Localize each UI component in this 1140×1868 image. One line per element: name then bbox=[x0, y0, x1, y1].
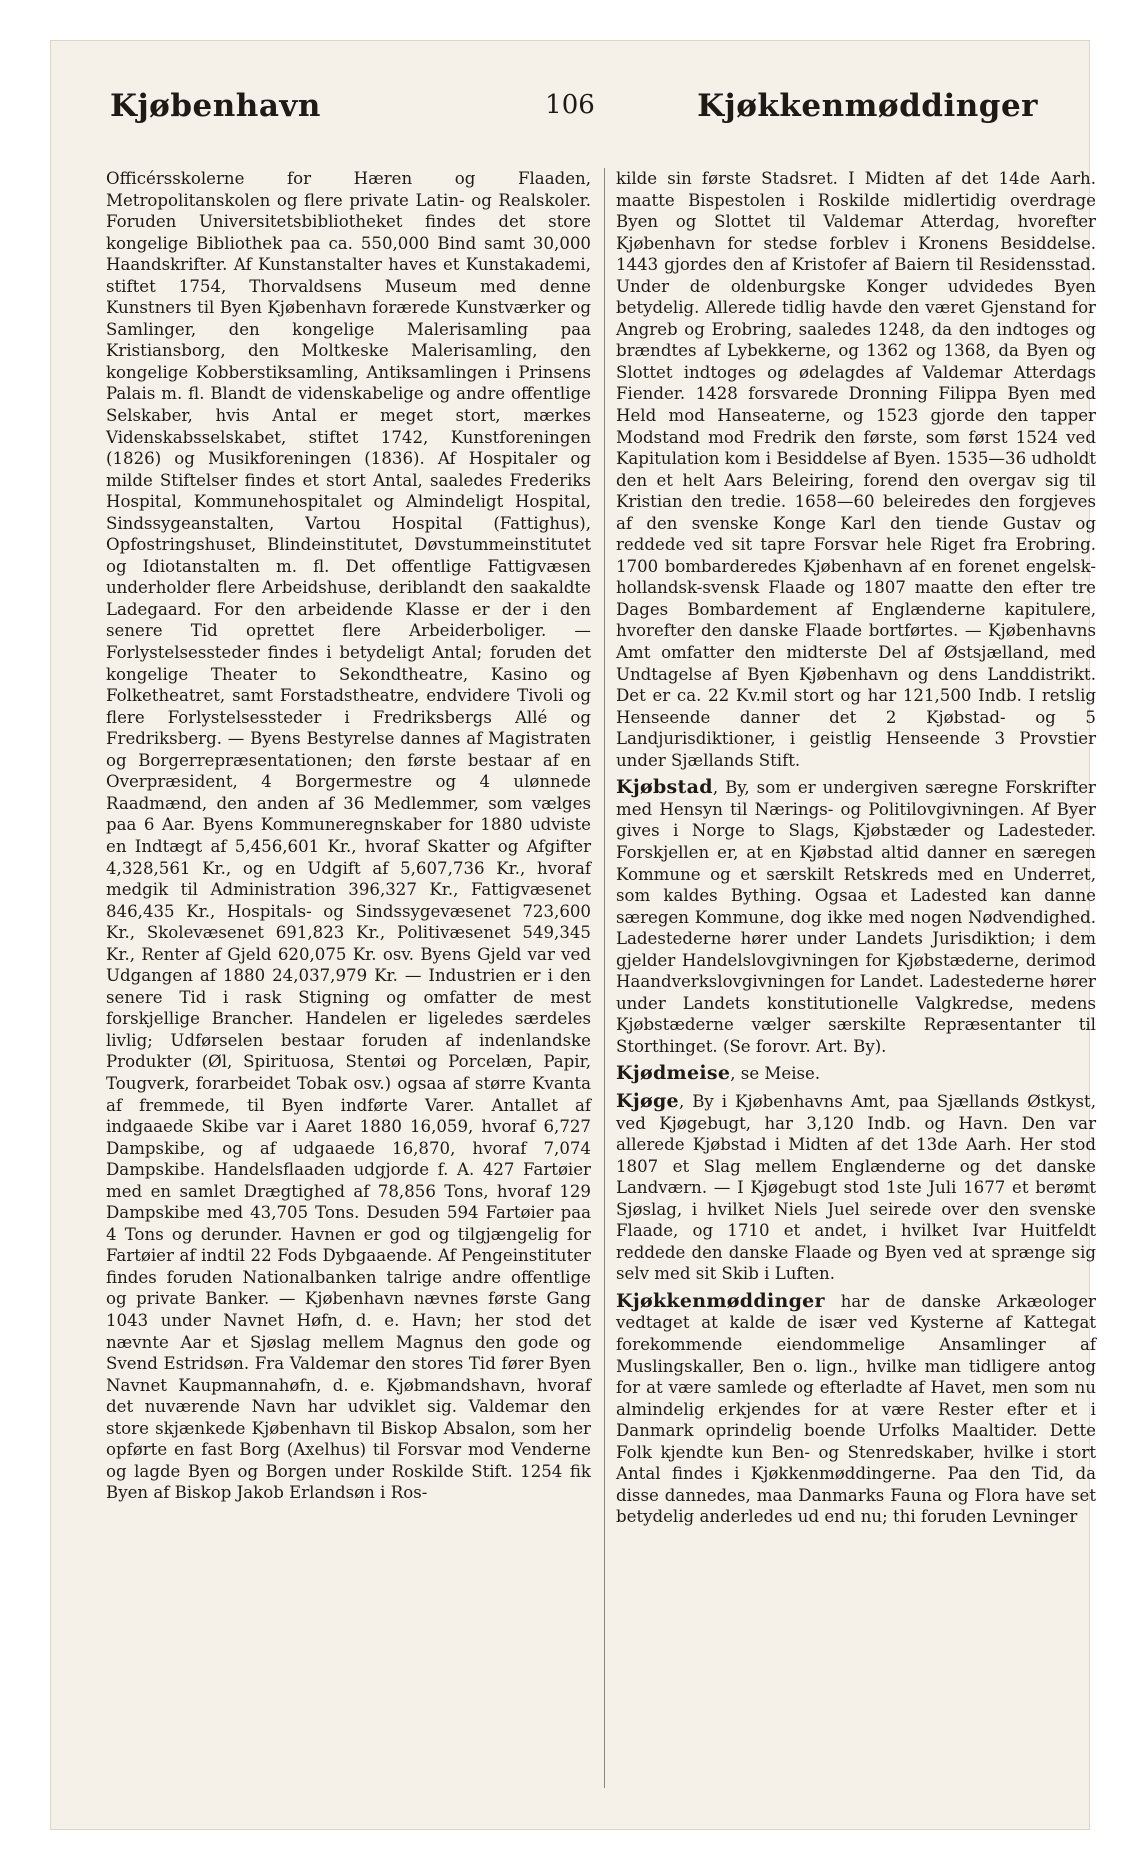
entry-lemma: Kjøge bbox=[616, 1089, 679, 1112]
right-column bbox=[616, 168, 1096, 1528]
entry-kjoge bbox=[616, 1091, 1096, 1285]
entry-text: , By, som er undergiven særegne Forskrifter med Hensyn til Nærings- og Politilovgivningen. Af Byer gives i Norge to Slags, Kjøbstæder og Ladesteder. Forskjellen er, at en Kjøbstad altid danner en særegen Kommune og et særskilt Retskreds med en Underret, som kaldes Bything. Ogsaa et Ladested kan danne særegen Kommune, dog ikke med nogen Nødvendighed. Ladestederne hører under Landets Jurisdiktion; i dem gjelder Handelslovgivningen for Kjøbstæderne, derimod Haandverkslovgivningen for Landet. Ladestederne hører under Landets konstitutionelle Valgkredse, medens Kjøbstæderne vælger særskilte Repræsentanter til Storthinget. (Se forovr. Art. By). bbox=[616, 778, 1096, 1056]
entry-lemma: Kjødmeise bbox=[616, 1062, 731, 1085]
book-page bbox=[50, 40, 1096, 1830]
entry-kjokkenmoddinger bbox=[616, 1291, 1096, 1528]
entry-text: , se Meise. bbox=[730, 1064, 821, 1084]
column-divider bbox=[604, 168, 605, 1788]
entry-lemma: Kjøbstad bbox=[616, 776, 713, 799]
running-header bbox=[50, 88, 1090, 148]
header-right-keyword: Kjøkkenmøddinger bbox=[697, 88, 1038, 124]
entry-kjobstad bbox=[616, 777, 1096, 1057]
entry-lemma: Kjøkkenmøddinger bbox=[616, 1289, 825, 1312]
kjobenhavn-article-text: Officérsskolerne for Hæren og Flaaden, Metropolitanskolen og flere private Latin- og Realskoler. Foruden Universitetsbibliotheket findes det store kongelige Bibliothek paa ca. 550,000 Bind samt 30,000 Haandskrifter. Af Kunstanstalter haves et Kunstakademi, stiftet 1754, Thorvaldsens Museum med denne Kunstners til Byen Kjøbenhavn forærede Kunstværker og Samlinger, den kongelige Malerisamling paa Kristiansborg, den Moltkeske Malerisamling, den kongelige Kobberstiksamling, Antiksamlingen i Prinsens Palais m. fl. Blandt de videnskabelige og andre offentlige Selskaber, hvis Antal er meget stort, mærkes Videnskabsselskabet, stiftet 1742, Kunstforeningen (1826) og Musikforeningen (1836). Af Hospitaler og milde Stiftelser findes et stort Antal, saaledes Frederiks Hospital, Kommunehospitalet og Almindeligt Hospital, Sindssygeanstalten, Vartou Hospital (Fattighus), Opfostringshuset, Blindeinstitutet, Døvstummeinstitutet og Idiotanstalten m. fl. Det offentlige Fattigvæsen underholder flere Arbeidshuse, deriblandt den saakaldte Ladegaard. For den arbeidende Klasse er der i den senere Tid oprettet flere Arbeiderboliger. — Forlystelsessteder findes i betydeligt Antal; foruden det kongelige Theater to Sekondtheatre, Kasino og Folketheatret, samt Forstadstheatre, endvidere Tivoli og flere Forlystelsessteder i Fredriksbergs Allé og Fredriksberg. — Byens Bestyrelse dannes af Magistraten og Borgerrepræsentationen; den første bestaar af en Overpræsident, 4 Borgermestre og 4 ulønnede Raadmænd, den anden af 36 Medlemmer, som vælges paa 6 Aar. Byens Kommuneregnskaber for 1880 udviste en Indtægt af 5,456,601 Kr., hvoraf Skatter og Afgifter 4,328,561 Kr., og en Udgift af 5,607,736 Kr., hvoraf medgik til Administration 396,327 Kr., Fattigvæsenet 846,435 Kr., Hospitals- og Sindssygevæsenet 723,600 Kr., Skolevæsenet 691,823 Kr., Politivæsenet 549,345 Kr., Renter af Gjeld 620,075 Kr. osv. Byens Gjeld var ved Udgangen af 1880 24,037,979 Kr. — Industrien er i den senere Tid i rask Stigning og omfatter de mest forskjellige Brancher. Handelen er ligeledes særdeles livlig; Udførselen bestaar foruden af indenlandske Produkter (Øl, Spirituosa, Stentøi og Porcelæn, Papir, Tougverk, forarbeidet Tobak osv.) ogsaa af større Kvanta af fremmede, til Byen indførte Varer. Antallet af indgaaede Skibe var i Aaret 1880 16,059, hvoraf 6,727 Dampskibe, og af udgaaede 16,870, hvoraf 7,074 Dampskibe. Handelsflaaden udgjorde f. A. 427 Fartøier med en samlet Drægtighed af 78,856 Tons, hvoraf 129 Dampskibe med 43,705 Tons. Desuden 594 Fartøier paa 4 Tons og derunder. Havnen er god og tilgjængelig for Fartøier af indtil 22 Fods Dybgaaende. Af Pengeinstituter findes foruden Nationalbanken talrige andre offentlige og private Banker. — Kjøbenhavn nævnes første Gang 1043 under Navnet Høfn, d. e. Havn; her stod det nævnte Aar et Sjøslag mellem Magnus den gode og Svend Estridsøn. Fra Valdemar den stores Tid fører Byen Navnet Kaupmannahøfn, d. e. Kjøbmandshavn, hvoraf det nuværende Navn har udviklet sig. Valdemar den store skjænkede Kjøbenhavn til Biskop Absalon, som her opførte en fast Borg (Axelhus) til Forsvar mod Venderne og lagde Byen og Borgen under Roskilde Stift. 1254 fik Byen af Biskop Jakob Erlandsøn i Ros- bbox=[106, 169, 591, 1503]
entry-text: , By i Kjøbenhavns Amt, paa Sjællands Østkyst, ved Kjøgebugt, har 3,120 Indb. og Havn. Den var allerede Kjøbstad i Midten af det 13de Aarh. Her stod 1807 et Slag mellem Englænderne og det danske Landværn. — I Kjøgebugt stod 1ste Juli 1677 et berømt Sjøslag, i hvilket Niels Juel seirede over den svenske Flaade, og 1710 et andet, i hvilket Ivar Huitfeldt reddede den danske Flaade og Byen ved at sprænge sig selv med sit Skib i Luften. bbox=[616, 1091, 1096, 1284]
entry-kjodmeise bbox=[616, 1063, 1096, 1085]
page-number: 106 bbox=[545, 90, 595, 120]
left-column bbox=[106, 168, 591, 1504]
entry-text: har de danske Arkæologer vedtaget at kalde de især ved Kysterne af Kattegat forekommende eiendommelige Ansamlinger af Muslingskaller, Ben o. lign., hvilke man tidligere antog for at være samlede og efterladte af Havet, men som nu almindelig erkjendes for at være Rester efter et i Danmark oprindelig boende Urfolks Maaltider. Dette Folk kjendte kun Ben- og Stenredskaber, hvilke i stort Antal findes i Kjøkkenmøddingerne. Paa den Tid, da disse dannedes, maa Danmarks Fauna og Flora have set betydelig anderledes ud end nu; thi foruden Levninger bbox=[616, 1291, 1096, 1527]
header-left-keyword: Kjøbenhavn bbox=[110, 88, 321, 124]
kjobenhavn-article-continuation: kilde sin første Stadsret. I Midten af det 14de Aarh. maatte Bispestolen i Roskilde midlertidig overdrage Byen og Slottet til Valdemar Atterdag, hvorefter Kjøbenhavn for stedse forblev i Kronens Besiddelse. 1443 gjordes den af Kristofer af Baiern til Residensstad. Under de oldenburgske Konger udvidedes Byen betydelig. Allerede tidlig havde den været Gjenstand for Angreb og Erobring, saaledes 1248, da den indtoges og brændtes af Lybekkerne, og 1362 og 1368, da Byen og Slottet indtoges og ødelagdes af Valdemar Atterdags Fiender. 1428 forsvarede Dronning Filippa Byen med Held mod Hanseaterne, og 1523 gjorde den tapper Modstand mod Fredrik den første, som først 1524 ved Kapitulation kom i Besiddelse af Byen. 1535—36 udholdt den et helt Aars Beleiring, forend den overgav sig til Kristian den tredie. 1658—60 beleiredes den forgjeves af den svenske Konge Karl den tiende Gustav og reddede ved sit tapre Forsvar hele Riget fra Erobring. 1700 bombarderedes Kjøbenhavn af en forenet engelsk-hollandsk-svensk Flaade og 1807 maatte den efter tre Dages Bombardement af Englænderne kapitulere, hvorefter den danske Flaade bortførtes. — Kjøbenhavns Amt omfatter den midterste Del af Østsjælland, med Undtagelse af Byen Kjøbenhavn og dens Landdistrikt. Det er ca. 22 Kv.mil stort og har 121,500 Indb. I retslig Henseende danner det 2 Kjøbstad- og 5 Landjurisdiktioner, i geistlig Henseende 3 Provstier under Sjællands Stift. bbox=[616, 169, 1096, 770]
